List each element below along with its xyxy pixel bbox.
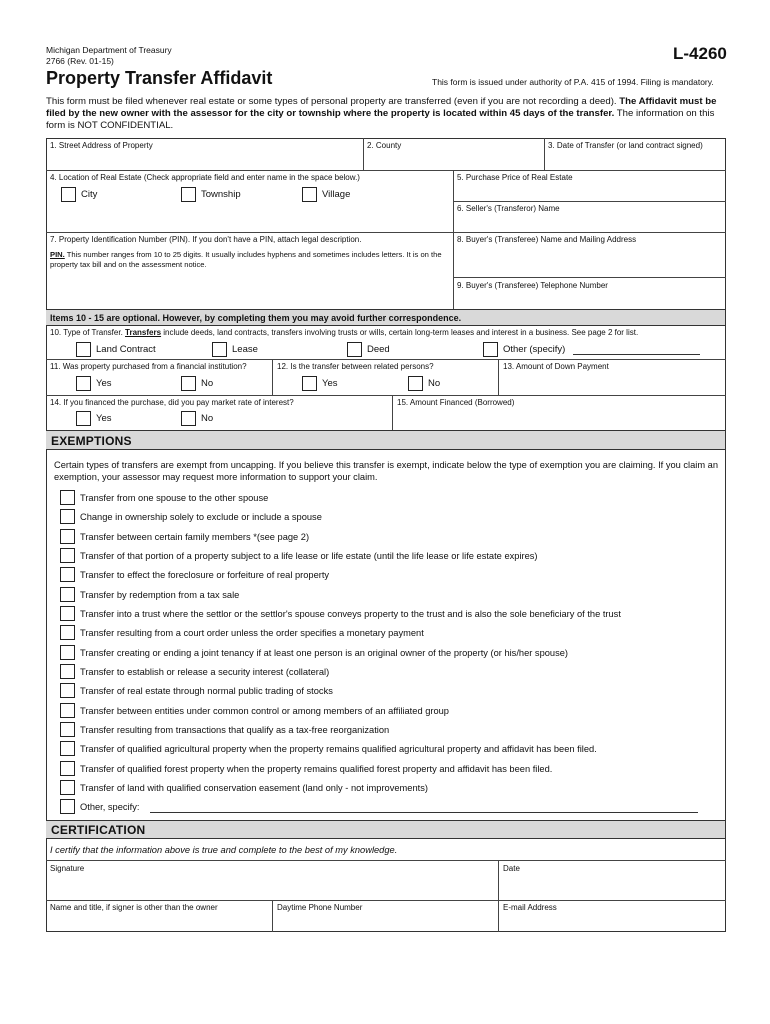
amount-financed-field[interactable]: 15. Amount Financed (Borrowed) <box>397 398 515 407</box>
exemption-checkbox-6[interactable] <box>60 587 75 602</box>
lease-label: Lease <box>232 344 258 355</box>
exemptions-banner <box>46 430 725 450</box>
down-payment-field[interactable]: 13. Amount of Down Payment <box>503 362 609 371</box>
f14-yes-label: Yes <box>96 413 112 424</box>
exemption-checkbox-8[interactable] <box>60 625 75 640</box>
signature-field[interactable]: Signature <box>50 864 85 873</box>
f10-rest: include deeds, land contracts, transfers involving trusts or wills, certain long-term leases and interest in a business. See page 2 for list. <box>161 328 639 337</box>
other-type-label: Other (specify) <box>503 344 566 355</box>
exemption-label-9: Transfer creating or ending a joint tenancy if at least one person is an original owner of the property (or his/her spouse) <box>80 648 569 658</box>
buyer-name-address-field[interactable]: 8. Buyer's (Transferee) Name and Mailing Address <box>457 235 637 244</box>
certification-title: CERTIFICATION <box>51 823 146 837</box>
department-name: Michigan Department of Treasury <box>46 45 172 55</box>
f10-bold: Transfers <box>125 328 162 337</box>
market-rate-label: 14. If you financed the purchase, did you pay market rate of interest? <box>50 398 294 407</box>
optional-items-banner <box>46 309 725 326</box>
certification-banner <box>46 820 725 839</box>
deed-checkbox[interactable] <box>347 342 362 357</box>
exemption-label-14: Transfer of qualified agricultural property when the property remains qualified agricultural property and affidavit has been filed. <box>80 744 597 754</box>
exemption-checkbox-5[interactable] <box>60 567 75 582</box>
name-title-field[interactable]: Name and title, if signer is other than the owner <box>50 903 218 912</box>
township-label: Township <box>201 189 241 200</box>
village-checkbox[interactable] <box>302 187 317 202</box>
exemption-label-16: Transfer of land with qualified conservation easement (land only - not improvements) <box>80 783 428 793</box>
exemption-label-1: Transfer from one spouse to the other spouse <box>80 493 269 503</box>
financial-institution-label: 11. Was property purchased from a financial institution? <box>50 362 247 371</box>
exemption-label-4: Transfer of that portion of a property subject to a life lease or life estate (until the life lease or life estate expires) <box>80 551 538 561</box>
f11-yes-checkbox[interactable] <box>76 376 91 391</box>
f10-prefix: 10. Type of Transfer. <box>50 328 126 337</box>
exemption-checkbox-11[interactable] <box>60 683 75 698</box>
exemption-checkbox-other[interactable] <box>60 799 75 814</box>
exemption-checkbox-10[interactable] <box>60 664 75 679</box>
buyer-phone-field[interactable]: 9. Buyer's (Transferee) Telephone Number <box>457 281 608 290</box>
date-of-transfer-field[interactable]: 3. Date of Transfer (or land contract signed) <box>548 141 703 150</box>
exemption-checkbox-12[interactable] <box>60 703 75 718</box>
county-field[interactable]: 2. County <box>367 141 402 150</box>
email-field[interactable]: E-mail Address <box>503 903 557 912</box>
exemption-label-3: Transfer between certain family members *(see page 2) <box>80 532 310 542</box>
exemptions-title: EXEMPTIONS <box>51 434 132 448</box>
exemption-checkbox-3[interactable] <box>60 529 75 544</box>
other-type-checkbox[interactable] <box>483 342 498 357</box>
pin-note-label: PIN. <box>50 250 65 259</box>
revision-number: 2766 (Rev. 01-15) <box>46 56 114 66</box>
intro-text-1: This form must be filed whenever real estate or some types of personal property are transferred (even if you are not recording a deed). <box>46 96 620 107</box>
page-title: Property Transfer Affidavit <box>46 68 273 88</box>
other-type-specify-line[interactable] <box>573 354 700 355</box>
pin-note-text: This number ranges from 10 to 25 digits. It usually includes hyphens and sometimes includes letters. It is on the property tax bill and on the assessment notice. <box>50 250 442 269</box>
f12-no-checkbox[interactable] <box>408 376 423 391</box>
authority-text: This form is issued under authority of P.A. 415 of 1994. Filing is mandatory. <box>432 77 714 87</box>
type-of-transfer-label <box>50 328 638 338</box>
exemption-checkbox-16[interactable] <box>60 780 75 795</box>
township-checkbox[interactable] <box>181 187 196 202</box>
f11-no-checkbox[interactable] <box>181 376 196 391</box>
exemption-label-11: Transfer of real estate through normal public trading of stocks <box>80 686 333 696</box>
city-label: City <box>81 189 98 200</box>
exemption-label-6: Transfer by redemption from a tax sale <box>80 590 240 600</box>
f11-yes-label: Yes <box>96 378 112 389</box>
exemption-checkbox-1[interactable] <box>60 490 75 505</box>
intro-paragraph <box>46 96 728 132</box>
seller-name-field[interactable]: 6. Seller's (Transferor) Name <box>457 204 560 213</box>
exemption-other-specify-line[interactable] <box>150 812 698 813</box>
f14-yes-checkbox[interactable] <box>76 411 91 426</box>
pin-field[interactable]: 7. Property Identification Number (PIN). If you don't have a PIN, attach legal description. <box>50 235 362 244</box>
f11-no-label: No <box>201 378 214 389</box>
exemption-label-13: Transfer resulting from transactions that qualify as a tax-free reorganization <box>80 725 390 735</box>
village-label: Village <box>322 189 351 200</box>
intro-text-2: The information on this form is NOT CONFIDENTIAL. <box>46 108 715 131</box>
exemption-checkbox-9[interactable] <box>60 645 75 660</box>
land-contract-checkbox[interactable] <box>76 342 91 357</box>
exemption-label-10: Transfer to establish or release a security interest (collateral) <box>80 667 330 677</box>
exemption-checkbox-15[interactable] <box>60 761 75 776</box>
purchase-price-field[interactable]: 5. Purchase Price of Real Estate <box>457 173 573 182</box>
exemptions-intro: Certain types of transfers are exempt from uncapping. If you believe this transfer is exempt, indicate below the type of exemption you are claiming. If you claim an exemption, your assessor may request more information to support your claim. <box>54 460 719 482</box>
exemption-checkbox-7[interactable] <box>60 606 75 621</box>
pin-note <box>50 250 448 269</box>
exemption-checkbox-13[interactable] <box>60 722 75 737</box>
f12-yes-label: Yes <box>322 378 338 389</box>
deed-label: Deed <box>367 344 390 355</box>
daytime-phone-field[interactable]: Daytime Phone Number <box>277 903 363 912</box>
f14-no-label: No <box>201 413 214 424</box>
exemption-label-12: Transfer between entities under common control or among members of an affiliated group <box>80 706 449 716</box>
exemption-label-15: Transfer of qualified forest property when the property remains qualified forest property and affidavit has been filed. <box>80 764 553 774</box>
street-address-field[interactable]: 1. Street Address of Property <box>50 141 153 150</box>
land-contract-label: Land Contract <box>96 344 156 355</box>
f12-yes-checkbox[interactable] <box>302 376 317 391</box>
exemption-checkbox-14[interactable] <box>60 741 75 756</box>
exemption-label-other: Other, specify: <box>80 802 140 812</box>
exemption-label-8: Transfer resulting from a court order unless the order specifies a monetary payment <box>80 628 424 638</box>
f12-no-label: No <box>428 378 441 389</box>
f14-no-checkbox[interactable] <box>181 411 196 426</box>
exemption-label-2: Change in ownership solely to exclude or include a spouse <box>80 512 322 522</box>
exemption-checkbox-2[interactable] <box>60 509 75 524</box>
certification-statement: I certify that the information above is true and complete to the best of my knowledge. <box>50 845 398 855</box>
date-field[interactable]: Date <box>503 864 520 873</box>
exemption-label-7: Transfer into a trust where the settlor or the settlor's spouse conveys property to the trust and is also the sole beneficiary of the trust <box>80 609 621 619</box>
form-number: L-4260 <box>673 44 727 63</box>
optional-items-title: Items 10 - 15 are optional. However, by completing them you may avoid further correspondence. <box>50 313 462 323</box>
city-checkbox[interactable] <box>61 187 76 202</box>
related-persons-label: 12. Is the transfer between related persons? <box>277 362 434 371</box>
intro-bold-text: The Affidavit must be filed by the new owner with the assessor for the city or township where the property is located within 45 days of the transfer. <box>46 96 717 119</box>
lease-checkbox[interactable] <box>212 342 227 357</box>
exemption-label-5: Transfer to effect the foreclosure or forfeiture of real property <box>80 570 330 580</box>
exemption-checkbox-4[interactable] <box>60 548 75 563</box>
location-label: 4. Location of Real Estate (Check appropriate field and enter name in the space below.) <box>50 173 360 182</box>
